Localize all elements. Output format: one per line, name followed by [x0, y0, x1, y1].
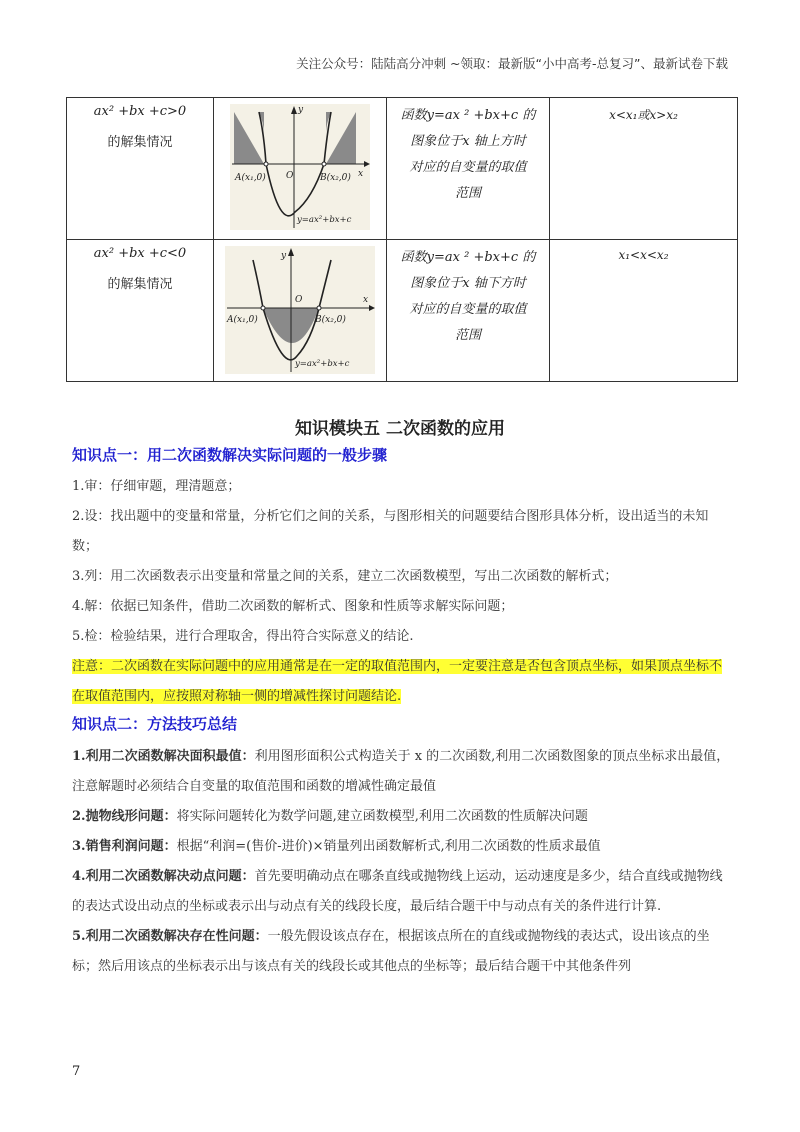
method-item	[72, 862, 732, 922]
description-line: 范围	[454, 328, 481, 343]
table-row	[67, 98, 738, 240]
inequality-note: 的解集情况	[107, 135, 173, 150]
steps-list	[72, 472, 732, 652]
table-cell-description	[387, 98, 550, 240]
graph-description	[387, 245, 549, 349]
description-line: 对应的自变量的取值	[409, 302, 527, 317]
curve-label: y=ax²+bx+c	[297, 215, 352, 225]
step-item: 5.检：检验结果，进行合理取舍，得出符合实际意义的结论.	[72, 629, 414, 644]
description-line: 图象位于x 轴下方时	[410, 276, 526, 291]
graph-description	[387, 103, 549, 207]
method-heading: 2.抛物线形问题：	[72, 809, 177, 824]
method-heading: 5.利用二次函数解决存在性问题：	[72, 929, 268, 944]
solution-set: x<x₁或x>x₂	[609, 108, 678, 122]
point-b-label: B(x₂,0)	[320, 173, 351, 183]
curve-label: y=ax²+bx+c	[295, 359, 350, 369]
notice-highlight: 注意：二次函数在实际问题中的应用通常是在一定的取值范围内，一定要注意是否包含顶点坐标，如果顶点坐标不在取值范围内，应按照对称轴一侧的增减性探讨问题结论.	[72, 659, 723, 704]
table-cell-answer	[550, 98, 738, 240]
table-cell-inequality	[67, 98, 214, 240]
origin-label: O	[295, 295, 303, 305]
method-heading: 1.利用二次函数解决面积最值：	[72, 749, 255, 764]
method-body: 根据“利润=(售价-进价)×销量列出函数解析式,利用二次函数的性质求最值	[176, 839, 601, 854]
page-header: 关注公众号：陆陆高分冲刺 ~领取：最新版“小中高考-总复习”、最新试卷下载	[296, 56, 728, 71]
point-a-label: A(x₁,0)	[235, 173, 266, 183]
inequality-text: ax² +bx +c>0	[93, 104, 187, 119]
method-item	[72, 742, 732, 802]
knowledge-point-2-title: 知识点二：方法技巧总结	[72, 715, 238, 733]
description-line: 对应的自变量的取值	[409, 160, 527, 175]
method-heading: 4.利用二次函数解决动点问题：	[72, 869, 255, 884]
parabola-below-graph	[225, 246, 375, 374]
step-item: 4.解：依据已知条件，借助二次函数的解析式、图象和性质等求解实际问题；	[72, 599, 514, 614]
table-row	[67, 240, 738, 382]
description-line: 范围	[454, 186, 481, 201]
inequality-text: ax² +bx +c<0	[93, 246, 187, 261]
step-item: 2.设：找出题中的变量和常量，分析它们之间的关系，与图形相关的问题要结合图形具体分析，设出适当的未知数；	[72, 509, 709, 554]
step-item: 3.列：用二次函数表示出变量和常量之间的关系，建立二次函数模型，写出二次函数的解析式；	[72, 569, 618, 584]
table-cell-graph	[214, 98, 387, 240]
method-heading: 3.销售利润问题：	[72, 839, 177, 854]
description-line: 图象位于x 轴上方时	[410, 134, 526, 149]
x-axis-label: x	[363, 295, 369, 305]
description-line: 函数y=ax ² +bx+c 的	[400, 108, 536, 123]
notice-paragraph	[72, 652, 732, 712]
description-line: 函数y=ax ² +bx+c 的	[400, 250, 536, 265]
page-number: 7	[72, 1064, 81, 1079]
inequality-note: 的解集情况	[107, 277, 173, 292]
method-item	[72, 832, 732, 862]
y-axis-label: y	[281, 251, 287, 261]
knowledge-point-1-title: 知识点一：用二次函数解决实际问题的一般步骤	[72, 446, 388, 464]
method-item	[72, 922, 732, 982]
method-body: 一般先假设该点存在，根据该点所在的直线或抛物线的表达式，设出该点的坐标；然后用该点的坐标表示出与该点有关的线段长或其他点的坐标等；最后结合题干中其他条件列	[72, 929, 710, 974]
point-a-label: A(x₁,0)	[227, 315, 258, 325]
section-title: 知识模块五 二次函数的应用	[295, 419, 505, 439]
origin-label: O	[286, 171, 294, 181]
method-item	[72, 802, 732, 832]
x-axis-label: x	[358, 169, 364, 179]
point-b-label: B(x₂,0)	[315, 315, 346, 325]
y-axis-label: y	[298, 105, 304, 115]
inequality-table	[66, 97, 738, 382]
parabola-above-graph	[230, 104, 370, 230]
table-cell-graph	[214, 240, 387, 382]
table-cell-answer	[550, 240, 738, 382]
step-item: 1.审：仔细审题，理清题意；	[72, 479, 241, 494]
solution-set: x₁<x<x₂	[618, 248, 669, 262]
method-body: 将实际问题转化为数学问题,建立函数模型,利用二次函数的性质解决问题	[176, 809, 588, 824]
method-body: 首先要明确动点在哪条直线或抛物线上运动，运动速度是多少，结合直线或抛物线的表达式设出动点的坐标或表示出与动点有关的线段长度，最后结合题干中与动点有关的条件进行计算.	[72, 869, 723, 914]
method-body: 利用图形面积公式构造关于 x 的二次函数,利用二次函数图象的顶点坐标求出最值，注意解题时必须结合自变量的取值范围和函数的增减性确定最值	[72, 749, 730, 794]
table-cell-description	[387, 240, 550, 382]
methods-list	[72, 742, 732, 982]
table-cell-inequality	[67, 240, 214, 382]
